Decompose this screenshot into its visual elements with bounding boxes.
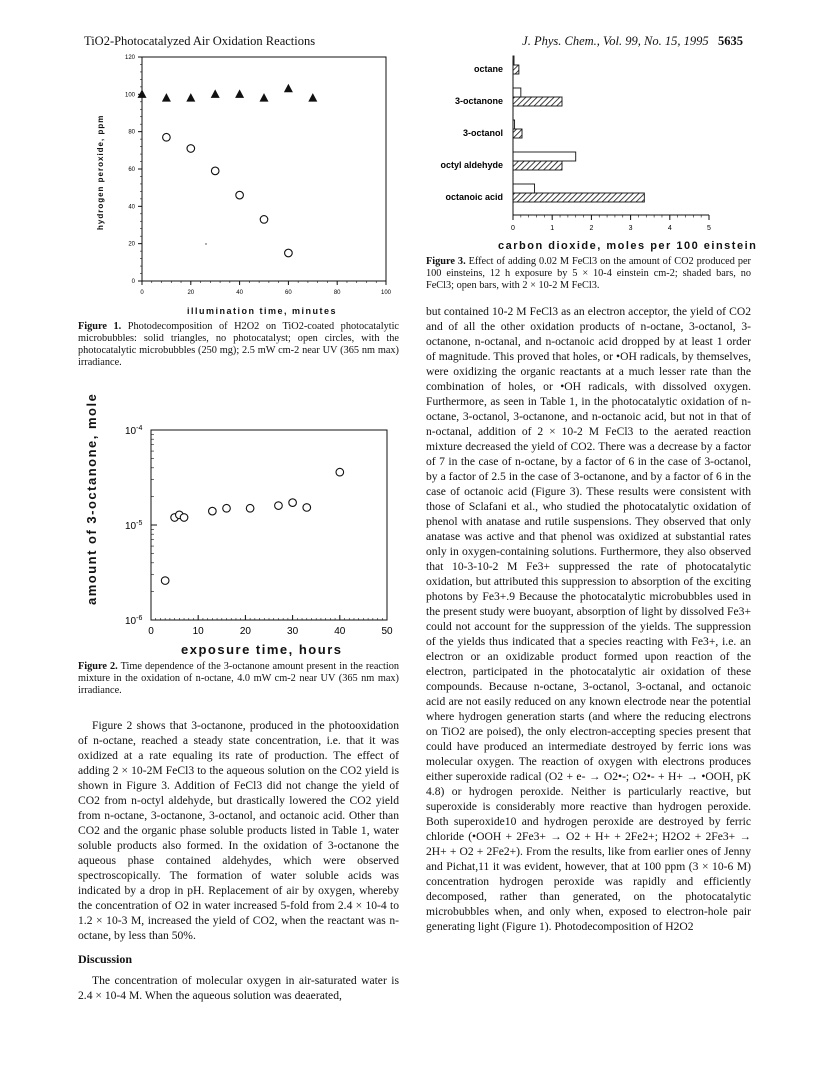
paragraph-figure2-discussion: Figure 2 shows that 3-octanone, produced in the photooxidation of n-octane, reached a steady state concentration, i.e. that it was oxidized at a rate equaling its rate of production. The effect of adding 2 × 10-2M FeCl3 to the aqueous solution on the CO2 yield is shown in Figure 3. Addition of FeCl3 did not change the yield of CO2 from n-octyl aldehyde, but drastically lowered the CO2 yield from n-octane, 3-octanone, 3-octanol, and octanoic acid. Other than CO2 and the organic phase soluble products listed in Table 1, water soluble products also formed. In the oxidation of 3-octanone the aqueous phase contained aldehydes, which were observed spectroscopically. The formation of water soluble acids was indicated by a drop in pH. Replacement of air by oxygen, whereby the concentration of O2 in water increased 5-fold from 2.4 × 10-4 to 1.2 × 10-3 M, increased the yield of CO2, when the reactant was n-octane, by less than 50%. (78, 719, 399, 942)
figure1-caption-text: Photodecomposition of H2O2 on TiO2-coated photocatalytic microbubbles: solid triangles, no photocatalyst; open circles, with the photocatalytic microbubbles (250 mg); 2.5 mW cm-2 near UV (365 nm max) irradiance. (78, 321, 400, 368)
figure3-x-tick-label: 2 (589, 225, 594, 232)
figure2-circle-point (289, 499, 297, 507)
figure2-caption (78, 661, 399, 697)
figure3-caption-text: Effect of adding 0.02 M FeCl3 on the amount of CO2 produced per 100 einsteins, 12 h exposure by 5 × 10-4 einstein cm-2; shaded bars, no FeCl3; open bars, with 2 × 10-2 M FeCl3. (426, 256, 751, 291)
figure2-circle-point (336, 468, 344, 476)
figure2-y-tick-label: $10^{-4}$ (125, 425, 143, 437)
paragraph-right-column: but contained 10-2 M FeCl3 as an electron acceptor, the yield of CO2 and of all the other oxidation products of n-octane, 3-octanol, 3-octanone, n-octanal, and n-octanoic acid dropped by at least 1 order of magnitude. This proved that holes, or •OH radicals, by themselves, were oxidizing the organic reactants at a much lesser rate than the combination of holes, or •OH radicals, with dissolved oxygen. Furthermore, as seen in Table 1, in the photocatalytic oxidation of n-octane, 3-octanol, 3-octanone, and n-octanoic acid, but not in that of n-octanal, addition of 2 × 10-2 M FeCl3 to the aerated reaction mixture decreased the yield of CO2. There was a decrease by a factor of 7 in the case of n-octane, by a factor of 6 in the case of 3-octanol, by a factor of 2.5 in the case of 3-octanone, and by a factor of 6 in the case of octanoic acid (Figure 3). These results were consistent with those of Sclafani et al., who studied the photocatalytic oxidation of phenol with anatase and rutile suspensions. They observed that only anatase was active and that phenol was oxidized at substantial rates only in oxygen-containing solutions. Furthermore, they also observed that 10-3-10-2 M Fe3+ suppressed the rate of photocatalytic oxidation, but attributed this suppression to absorption of the exciting photons by Fe3+.9 Because the photocatalytic microbubbles used in the present study were buoyant, absorption of light by dissolved Fe3+ could not account for the suppression of the yields. The suppression of the yields thus indicated that a species reacting with Fe3+, i.e. an electron or an oxidizable product formed upon reaction of the electron, participated in the photocatalytic air oxidation of these compounds. Because n-octane, 3-octanol, 3-octanal, and octanoic acid are not easily reduced on any known electrode near the potential where hydrogen generation starts (and where the reducing electrons on TiO2 are poised), the only electron-accepting species present that could have produced an intermediate destroyed by ferric ions was molecular oxygen. The reaction of oxygen with electrons produces either superoxide radical (O2 + e- → O2•-; O2•- + H+ → •OOH, pK 4.8) or hydrogen peroxide. Neither is particularly reactive, but superoxide is considerably more reactive than hydrogen peroxide. Both superoxide10 and hydrogen peroxide are destroyed by ferric chloride (•OOH + 2Fe3+ → O2 + H+ + 2Fe2+; H2O2 + 2Fe3+ → 2H+ + O2 + 2Fe2+). From the results, like from earlier ones of Jenny and Pichat,11 it was evident, however, that at 100 ppm (3 × 10-6 M) concentration hydrogen peroxide was rapidly and efficiently decomposed, rather than generated, on the photocatalytic microbubbles when, and only when, exposed to electron-hole pair generating light (Figure 1). Photodecomposition of H2O2 (426, 305, 751, 933)
figure3-category-label: octane (473, 64, 503, 74)
figure1-x-tick-label: 40 (236, 290, 243, 296)
figure1-plot-frame (142, 57, 386, 281)
figure1-x-tick-label: 20 (187, 290, 195, 296)
figure3-category-label: octanoic acid (445, 192, 503, 202)
figure1-triangle-point (260, 93, 269, 102)
figure2-x-axis-label: exposure time, hours (181, 642, 343, 657)
figure1-triangle-point (162, 93, 171, 102)
figure2-y-tick-label: $10^{-6}$ (125, 615, 143, 627)
figure3-chart (426, 55, 756, 255)
left-column-text (78, 718, 399, 1003)
figure1-circle-point (211, 167, 219, 175)
figure1-chart (80, 48, 410, 303)
figure1-stray-dot (205, 243, 206, 244)
figure3-category-label: 3-octanol (462, 128, 503, 138)
figure3-caption (426, 256, 751, 292)
running-header-left: TiO2-Photocatalyzed Air Oxidation Reactions (84, 34, 316, 48)
figure3-open-bar (513, 184, 535, 193)
figure2-circle-point (223, 504, 231, 512)
figure2-x-tick-label: 30 (287, 626, 299, 637)
figure2-x-tick-label: 50 (381, 626, 393, 637)
figure3-category-label: octyl aldehyde (440, 160, 503, 170)
figure1-caption-label: Figure 1. (78, 321, 122, 332)
running-header-right (522, 34, 743, 49)
figure2-circle-point (180, 514, 188, 522)
figure2-x-tick-label: 40 (334, 626, 346, 637)
figure1-x-tick-label: 0 (140, 290, 144, 296)
page-number: 5635 (718, 34, 743, 48)
figure3-shaded-bar (513, 97, 562, 106)
figure1-y-axis-label: hydrogen peroxide, ppm (96, 114, 105, 230)
figure1-y-tick-label: 100 (124, 92, 135, 99)
figure1-x-tick-label: 60 (285, 290, 292, 296)
figure3-shaded-bar (513, 129, 522, 138)
right-column-text (426, 304, 751, 934)
figure1-triangle-point (308, 93, 317, 102)
figure1-triangle-point (186, 93, 195, 102)
figure3-x-tick-label: 4 (667, 225, 672, 232)
figure2-plot-frame (151, 430, 387, 620)
figure1-circle-point (163, 133, 171, 141)
section-heading-discussion: Discussion (78, 952, 133, 966)
figure2-x-tick-label: 10 (192, 626, 204, 637)
figure2-x-tick-label: 0 (148, 626, 154, 637)
figure1-x-tick-label: 80 (333, 290, 341, 296)
figure1-triangle-point (284, 84, 293, 93)
figure1-triangle-point (235, 89, 244, 98)
figure2-circle-point (161, 577, 169, 585)
figure2-circle-point (209, 507, 217, 515)
figure1-y-tick-label: 80 (128, 129, 135, 136)
figure1-circle-point (187, 145, 195, 153)
figure3-open-bar (513, 152, 576, 161)
figure1-y-tick-label: 120 (124, 55, 135, 61)
figure1-circle-point (236, 191, 244, 199)
paragraph-discussion-start: The concentration of molecular oxygen in air-saturated water is 2.4 × 10-4 M. When the aqueous solution was deaerated, (78, 974, 399, 1002)
figure2-y-tick-label: $10^{-5}$ (125, 520, 143, 532)
figure3-x-tick-label: 5 (707, 225, 711, 232)
figure1-y-tick-label: 40 (128, 204, 135, 211)
figure3-category-label: 3-octanone (454, 96, 503, 106)
figure3-caption-label: Figure 3. (426, 256, 466, 267)
figure2-caption-text: Time dependence of the 3-octanone amount present in the reaction mixture in the oxidation of n-octane, 4.0 mW cm-2 near UV (365 nm max) irradiance. (78, 661, 400, 696)
figure1-y-tick-label: 20 (128, 241, 135, 248)
figure1-x-tick-label: 100 (380, 290, 392, 296)
figure2-chart (80, 410, 410, 640)
figure3-x-tick-label: 3 (628, 225, 633, 232)
figure3-shaded-bar (513, 65, 519, 74)
figure3-x-tick-label: 1 (550, 225, 555, 232)
figure1-triangle-point (211, 89, 220, 98)
figure1-circle-point (260, 216, 268, 224)
figure2-x-tick-label: 20 (239, 626, 251, 637)
figure3-shaded-bar (513, 193, 644, 202)
journal-citation: J. Phys. Chem., Vol. 99, No. 15, 1995 (522, 34, 709, 48)
figure1-y-tick-label: 0 (131, 279, 135, 285)
figure3-shaded-bar (513, 161, 562, 170)
figure1-caption (78, 321, 399, 369)
figure1-triangle-point (138, 89, 147, 98)
figure3-x-tick-label: 0 (511, 225, 515, 232)
figure2-caption-label: Figure 2. (78, 661, 118, 672)
figure1-x-axis-label: illumination time, minutes (187, 306, 338, 316)
figure1-circle-point (285, 249, 293, 257)
figure2-circle-point (246, 504, 254, 512)
figure2-y-axis-label: amount of 3-octanone, mole (84, 392, 99, 605)
figure3-x-axis-label: carbon dioxide, moles per 100 einstein (498, 240, 758, 252)
figure2-circle-point (275, 502, 283, 510)
figure2-circle-point (303, 504, 311, 512)
figure1-y-tick-label: 60 (128, 167, 135, 173)
figure3-open-bar (513, 88, 521, 97)
